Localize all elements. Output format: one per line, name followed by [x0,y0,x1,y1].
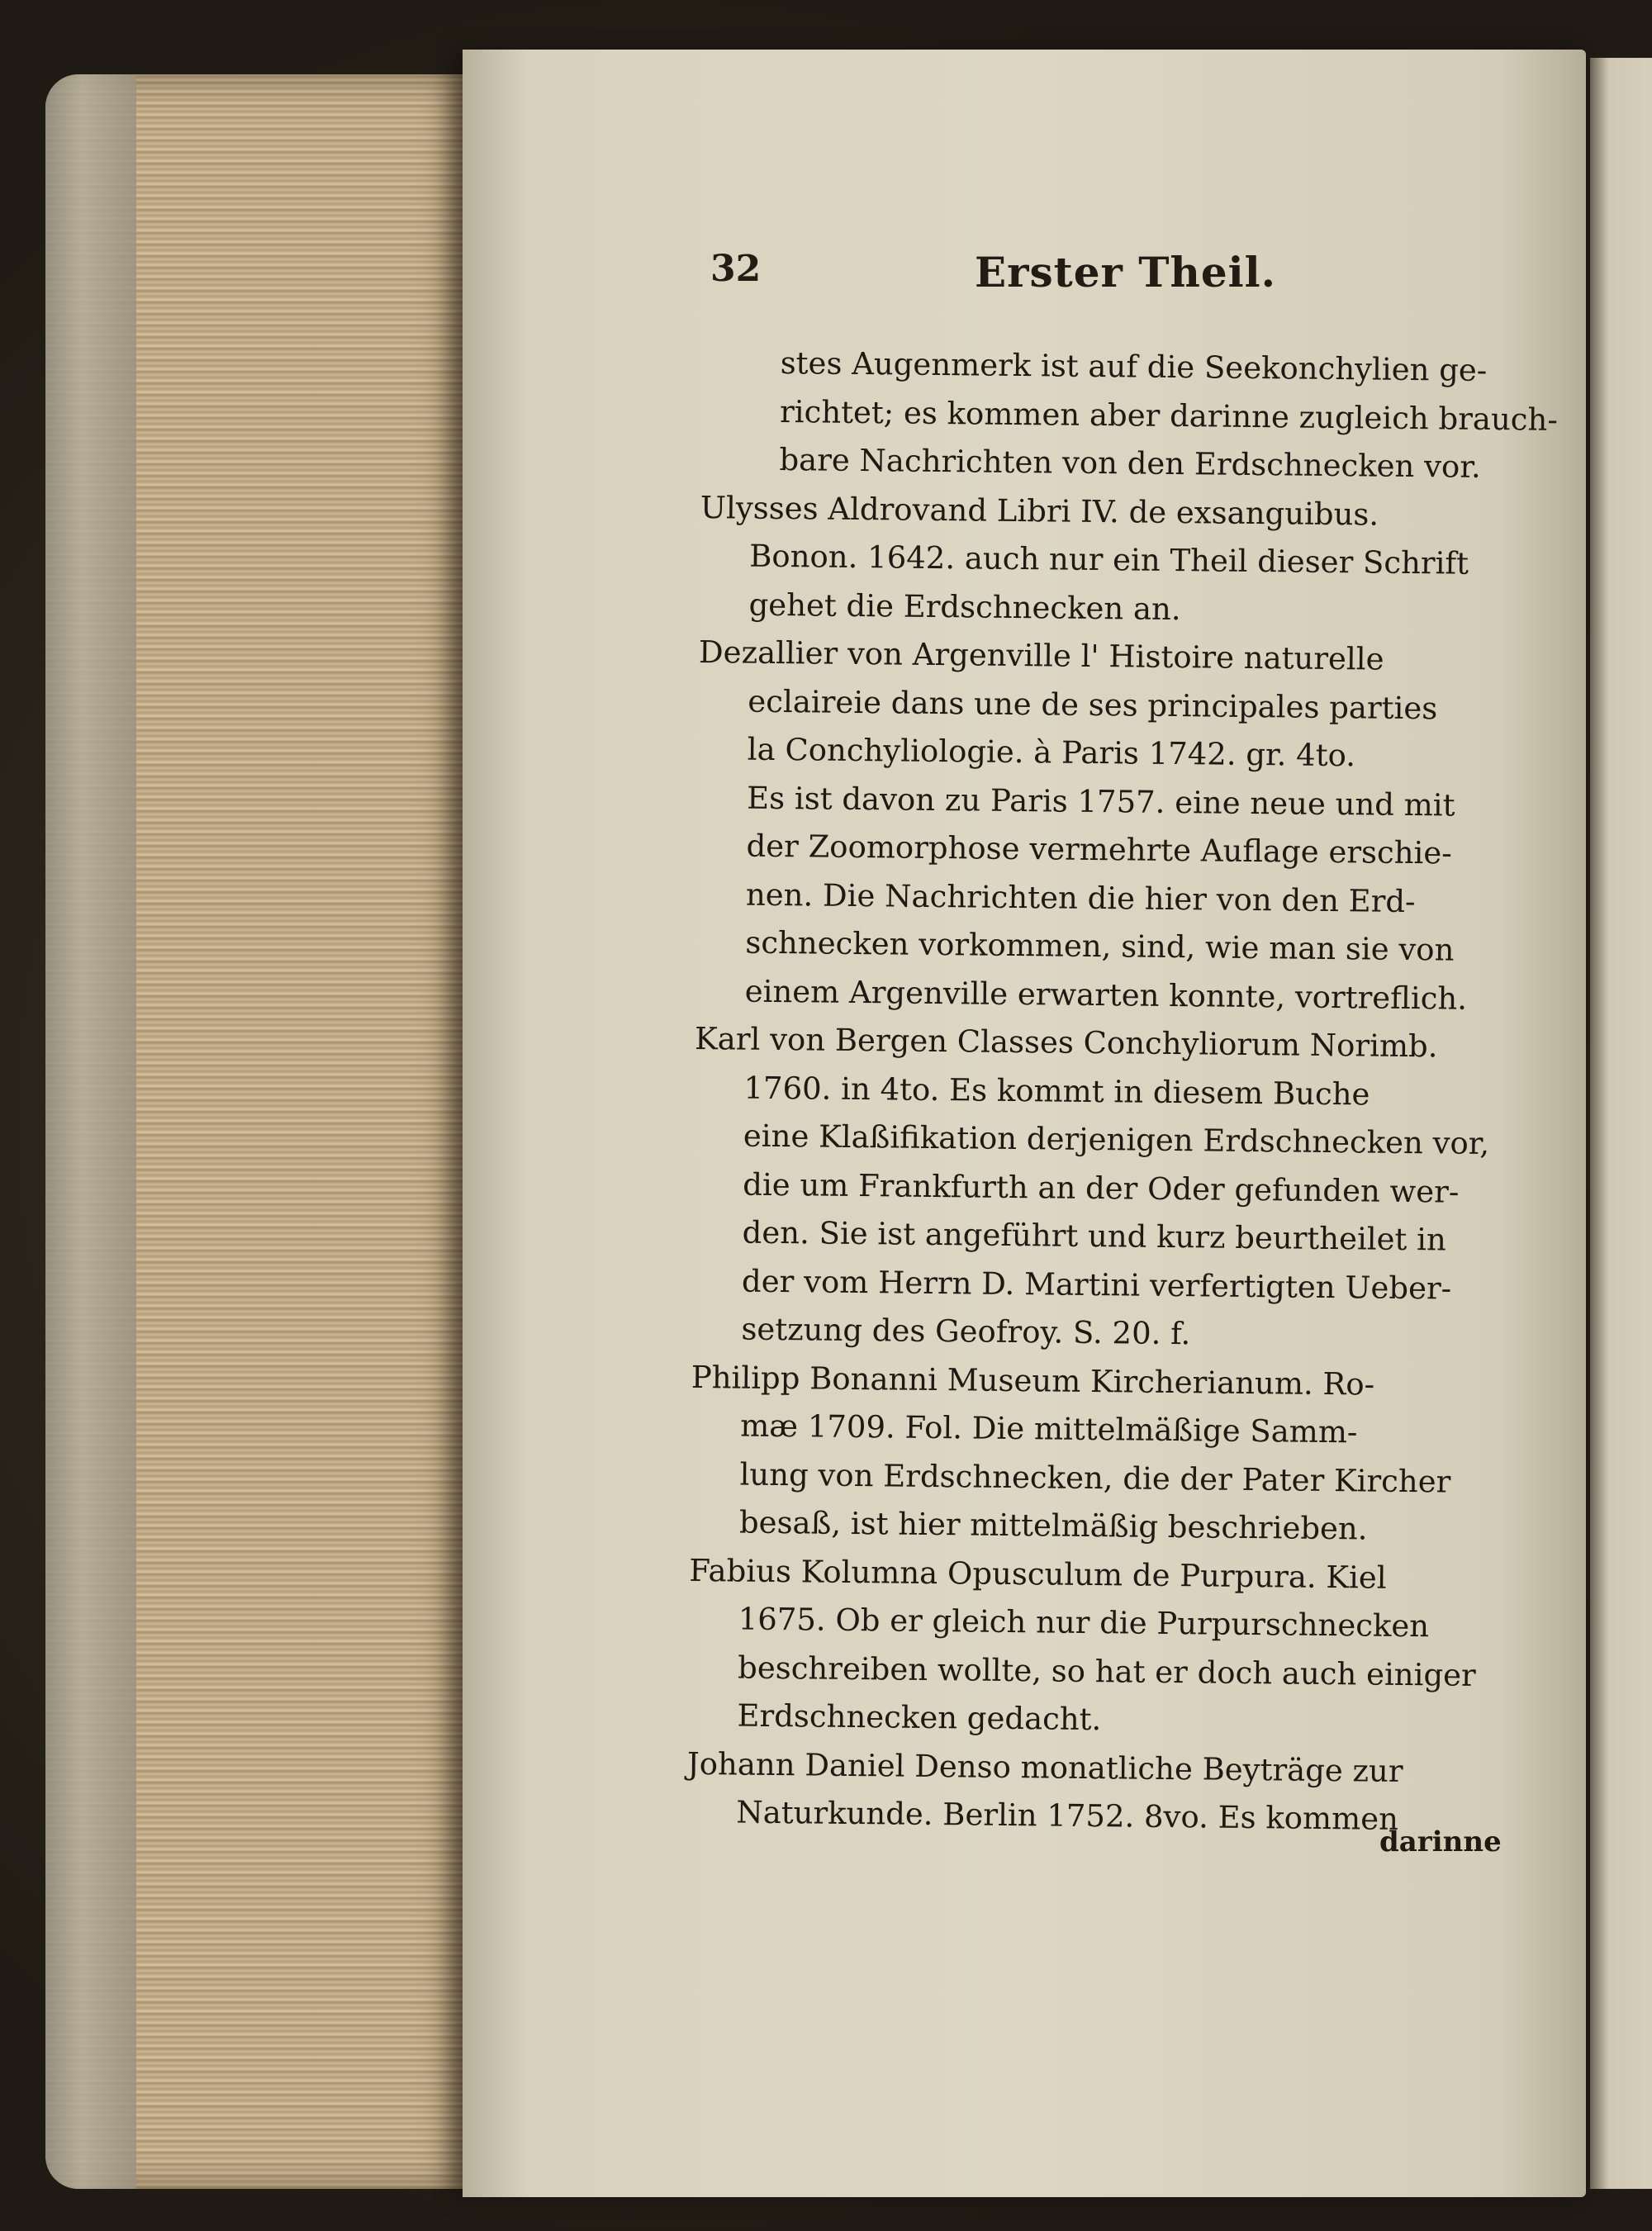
page-body [686,339,1559,1845]
text-line: den. Sie ist angeführt und kurz beurtheilet in [742,1214,1447,1258]
text-line: stes Augenmerk ist auf die Seekonchylien ge- [780,344,1488,388]
facing-page-edge [1590,58,1652,2189]
text-line: Es ist davon zu Paris 1757. eine neue und mit [746,780,1455,824]
bibliography-entry-kolumna [687,1546,1531,1749]
text-line: la Conchyliologie. à Paris 1742. gr. 4to. [747,731,1356,774]
text-line: besaß, ist hier mittelmäßig beschrieben. [738,1504,1368,1547]
text-line: 1760. in 4to. Es kommt in diesem Buche [743,1070,1370,1113]
text-line: beschreiben wollte, so hat er doch auch einiger [737,1650,1476,1693]
text-line: richtet; es kommen aber darinne zugleich brauch- [779,393,1559,438]
text-line: Johann Daniel Denso monatliche Beyträge zur [686,1745,1403,1789]
page-header [710,248,1536,314]
text-line: Bonon. 1642. auch nur ein Theil dieser Schrift [749,538,1469,581]
bibliography-entry-bergen [691,1015,1537,1362]
text-line: lung von Erdschnecken, die der Pater Kircher [739,1456,1451,1500]
book-cover-edge [45,74,136,2189]
text-line: Karl von Bergen Classes Conchyliorum Norimb. [694,1020,1438,1065]
text-line: setzung des Geofroy. S. 20. f. [741,1311,1191,1352]
text-line: Dezallier von Argenville l' Histoire naturelle [698,634,1384,677]
text-line: Philipp Bonanni Museum Kircherianum. Ro- [691,1359,1375,1403]
catchword: darinne [1379,1825,1502,1858]
bibliography-entry-argenville [695,629,1541,1024]
text-line: schnecken vorkommen, sind, wie man sie von [745,924,1455,968]
text-line: Erdschnecken gedacht. [737,1697,1102,1738]
text-line: gehet die Erdschnecken an. [748,586,1181,627]
text-line: der vom Herrn D. Martini verfertigten Ueber- [741,1263,1452,1307]
text-line: eclaireie dans une de ses principales parties [748,683,1438,726]
text-line: Fabius Kolumna Opusculum de Purpura. Kiel [689,1552,1387,1596]
text-line: mæ 1709. Fol. Die mittelmäßige Samm- [739,1407,1358,1450]
running-head: Erster Theil. [975,248,1277,297]
bibliography-entry-bonanni [690,1353,1534,1555]
text-line: einem Argenville erwarten konnte, vortreflich. [744,973,1468,1017]
text-line: Naturkunde. Berlin 1752. 8vo. Es kommen [736,1794,1399,1837]
text-line: Ulysses Aldrovand Libri IV. de exsanguibus. [700,489,1379,533]
text-line: 1675. Ob er gleich nur die Purpurschnecken [738,1601,1430,1645]
text-line: die um Frankfurth an der Oder gefunden wer- [743,1166,1460,1210]
text-line: eine Klaßifikation derjenigen Erdschnecken vor, [743,1118,1490,1162]
text-line: der Zoomorphose vermehrte Auflage erschie- [746,828,1453,871]
text-line: nen. Die Nachrichten die hier von den Erd- [745,876,1416,919]
bibliography-entry-aldrovand [699,483,1543,637]
entry-continuation [700,339,1559,492]
page-number: 32 [710,248,762,290]
text-line: bare Nachrichten von den Erdschnecken vor. [779,441,1481,485]
